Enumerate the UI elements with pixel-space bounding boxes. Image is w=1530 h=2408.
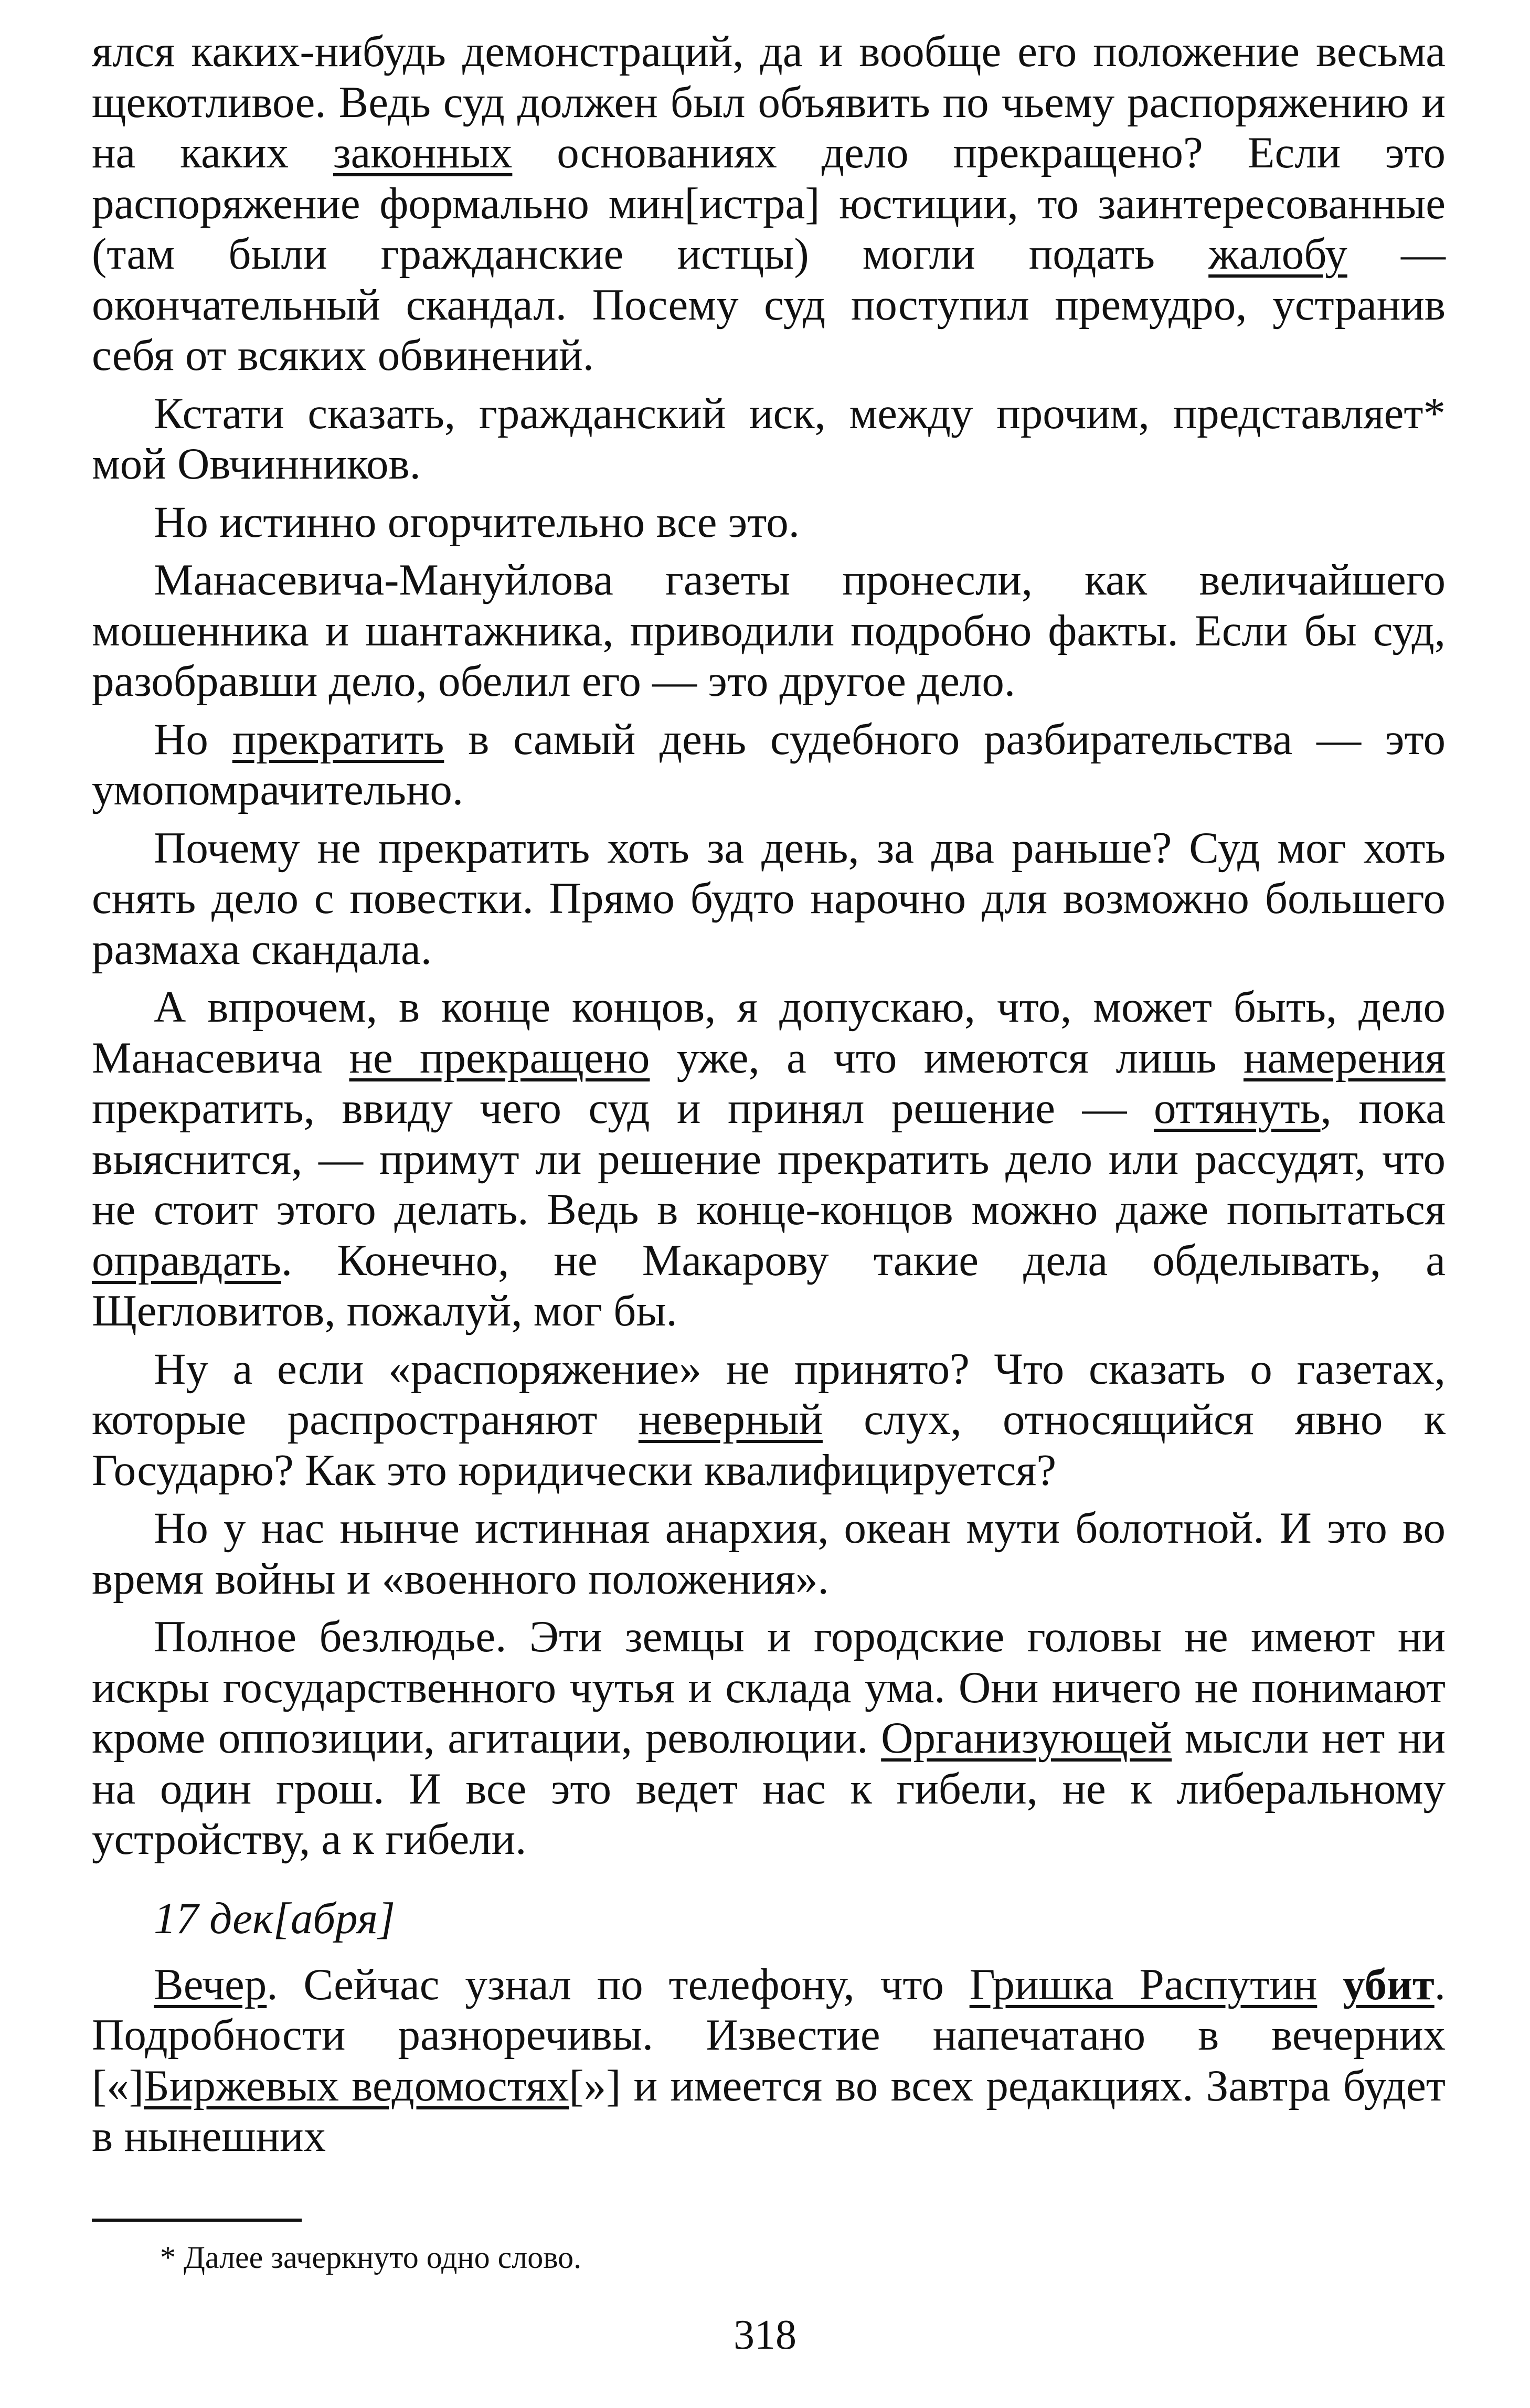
- footnote: * Далее зачеркнуто одно слово.: [160, 2240, 582, 2275]
- paragraph-5: Но прекратить в самый день судебного разбирательства — это умопомрачительно.: [92, 714, 1446, 814]
- underlined-word: Биржевых ведомостях: [144, 2061, 569, 2110]
- page-number: 318: [734, 2312, 796, 2358]
- paragraph-7: А впрочем, в конце концов, я допускаю, что, может быть, дело Манасевича не прекращено уже, а что имеются лишь намерения прекратить, ввиду чего суд и принял решение — оттянуть, пока выяснится, — примут ли решение прекратить дело или рассудят, что не стоит этого делать. Ведь в конце-концов можно даже попытаться оправдать. Конечно, не Макарову такие дела обделывать, а Щегловитов, пожалуй, мог бы.: [92, 982, 1446, 1335]
- underlined-word: оправдать: [92, 1235, 281, 1285]
- paragraph-6: Почему не прекратить хоть за день, за два раньше? Суд мог хоть снять дело с повестки. Прямо будто нарочно для возможно большего размаха скандала.: [92, 823, 1446, 974]
- underlined-word: Вечер: [154, 1959, 267, 2009]
- paragraph-11: Вечер. Сейчас узнал по телефону, что Гришка Распутин убит. Подробности разноречивы. Известие напечатано в вечерних [«]Биржевых ведомостях[»] и имеется во всех редакциях. Завтра будет в нынешних: [92, 1959, 1446, 2161]
- paragraph-2: Кстати сказать, гражданский иск, между прочим, представляет* мой Овчинников.: [92, 388, 1446, 489]
- underlined-word: убит: [1343, 1959, 1435, 2009]
- underlined-word: неверный: [638, 1395, 823, 1444]
- underlined-word: оттянуть: [1153, 1084, 1321, 1133]
- paragraph-4: Манасевича-Мануйлова газеты пронесли, как величайшего мошенника и шантажника, приводили подробно факты. Если бы суд, разобравши дело, обелил его — это другое дело.: [92, 555, 1446, 706]
- underlined-word: Гришка Распутин: [969, 1959, 1318, 2009]
- page-body: [92, 26, 1446, 2162]
- underlined-word: намерения: [1243, 1033, 1446, 1083]
- paragraph-3: Но истинно огорчительно все это.: [154, 497, 800, 547]
- paragraph-1: ялся каких-нибудь демонстраций, да и вообще его положение весьма щекотливое. Ведь суд должен был объявить по чьему распоряжению и на каких законных основаниях дело прекращено? Если это распоряжение формально мин[истра] юстиции, то заинтересованные (там были гражданские истцы) могли подать жалобу — окончательный скандал. Посему суд поступил премудро, устранив себя от всяких обвинений.: [92, 27, 1446, 380]
- paragraph-8: Ну а если «распоряжение» не принято? Что сказать о газетах, которые распространяют неверный слух, относящийся явно к Государю? Как это юридически квалифицируется?: [92, 1344, 1446, 1495]
- paragraph-10: Полное безлюдье. Эти земцы и городские головы не имеют ни искры государственного чутья и склада ума. Они ничего не понимают кроме оппозиции, агитации, революции. Организующей мысли нет ни на один грош. И все это ведет нас к гибели, не к либеральному устройству, а к гибели.: [92, 1612, 1446, 1864]
- footnote-divider: [92, 2219, 302, 2222]
- underlined-word: прекратить: [232, 714, 444, 764]
- underlined-word: Организующей: [881, 1713, 1172, 1763]
- paragraph-9: Но у нас нынче истинная анархия, океан мути болотной. И это во время войны и «военного положения».: [92, 1503, 1446, 1604]
- underlined-word: законных: [333, 128, 513, 177]
- entry-date: 17 дек[абря]: [154, 1893, 396, 1943]
- underlined-word: не прекращено: [349, 1033, 650, 1083]
- underlined-word: жалобу: [1208, 229, 1347, 279]
